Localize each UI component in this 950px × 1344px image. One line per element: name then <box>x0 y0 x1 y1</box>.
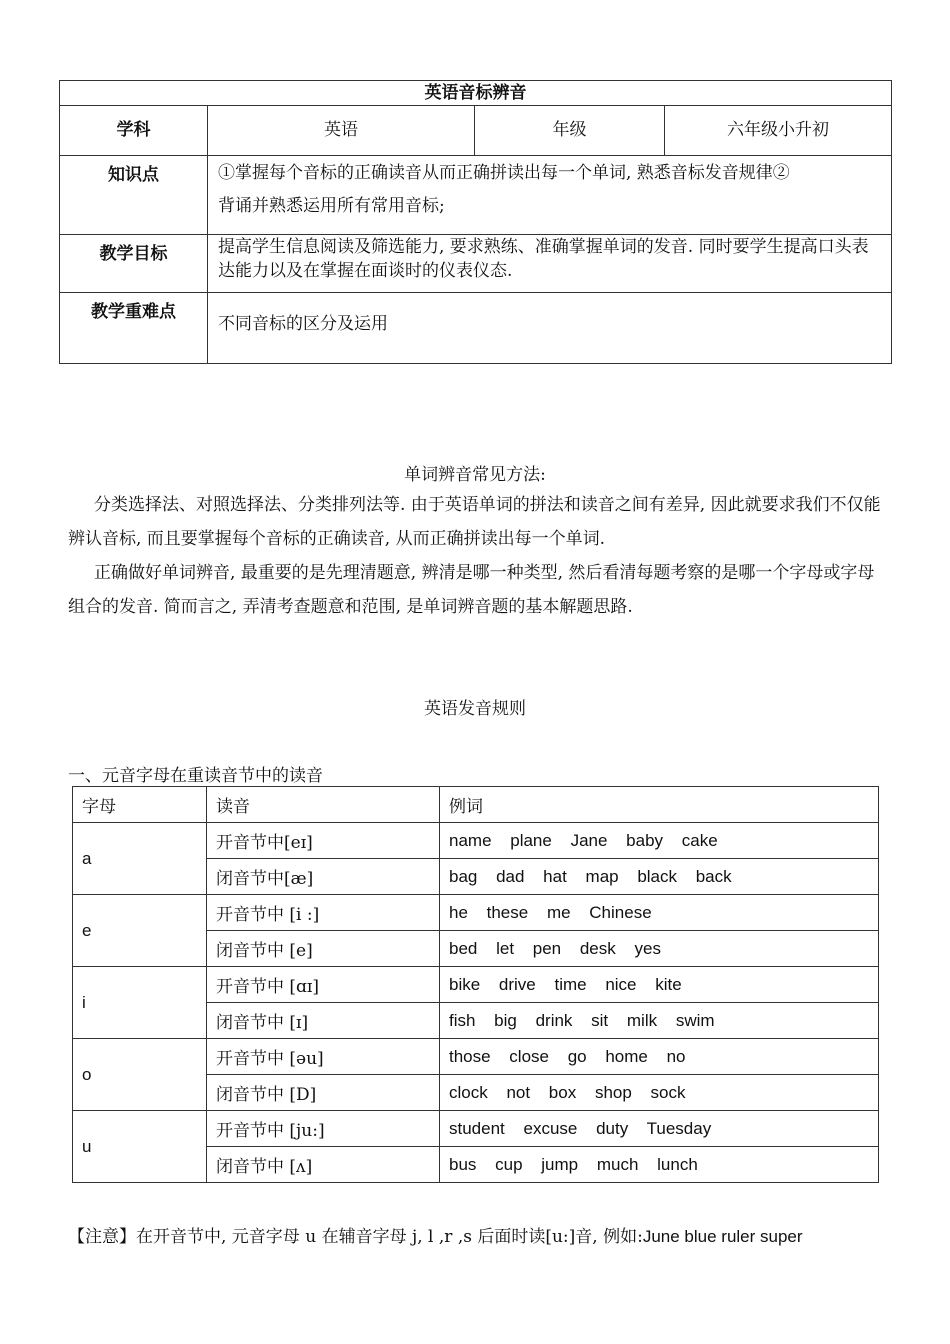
note-text: 在开音节中, 元音字母 u 在辅音字母 j, l ,r ,s 后面时读[u:]音, 例如: <box>136 1227 643 1247</box>
closed-examples: bag dad hat map black back <box>440 859 879 895</box>
closed-reading: 闭音节中[æ] <box>207 859 440 895</box>
lesson-info-table <box>59 80 892 364</box>
knowledge-line-2: 背诵并熟悉运用所有常用音标; <box>218 196 445 216</box>
open-examples: those close go home no <box>440 1039 879 1075</box>
closed-reading: 闭音节中 [ʌ] <box>207 1147 440 1183</box>
knowledge-label: 知识点 <box>60 156 208 235</box>
vowel-reading-table <box>72 786 879 1183</box>
closed-examples: bus cup jump much lunch <box>440 1147 879 1183</box>
difficulty-text: 不同音标的区分及运用 <box>208 293 892 364</box>
open-reading: 开音节中 [i :] <box>207 895 440 931</box>
grade-label: 年级 <box>475 106 665 156</box>
methods-title: 单词辨音常见方法: <box>404 465 546 485</box>
closed-examples: clock not box shop sock <box>440 1075 879 1111</box>
goal-label: 教学目标 <box>60 235 208 293</box>
note-bracket: 【注意】 <box>68 1227 136 1247</box>
document-title: 英语音标辨音 <box>60 81 892 106</box>
header-examples: 例词 <box>440 787 879 823</box>
rules-title: 英语发音规则 <box>424 699 526 719</box>
table-row <box>73 967 879 1003</box>
vowel-letter: a <box>73 823 207 895</box>
knowledge-line-1: ①掌握每个音标的正确读音从而正确拼读出每一个单词, 熟悉音标发音规律② <box>218 163 790 183</box>
vowel-letter: u <box>73 1111 207 1183</box>
table-row <box>73 823 879 859</box>
subject-label: 学科 <box>60 106 208 156</box>
open-examples: student excuse duty Tuesday <box>440 1111 879 1147</box>
grade-value: 六年级小升初 <box>665 106 892 156</box>
difficulty-label: 教学重难点 <box>60 293 208 364</box>
header-reading: 读音 <box>207 787 440 823</box>
goal-text: 提高学生信息阅读及筛选能力, 要求熟练、准确掌握单词的发音. 同时要学生提高口头表达能力以及在掌握在面谈时的仪表仪态. <box>208 235 892 293</box>
closed-examples: bed let pen desk yes <box>440 931 879 967</box>
methods-paragraph-1: 分类选择法、对照选择法、分类排列法等. 由于英语单词的拼法和读音之间有差异, 因此就要求我们不仅能辨认音标, 而且要掌握每个音标的正确读音, 从而正确拼读出每一个单词. <box>68 495 881 549</box>
vowel-letter: e <box>73 895 207 967</box>
note-examples: June blue ruler super <box>642 1227 803 1246</box>
subject-value: 英语 <box>208 106 475 156</box>
open-reading: 开音节中[eɪ] <box>207 823 440 859</box>
open-examples: name plane Jane baby cake <box>440 823 879 859</box>
table-row <box>73 895 879 931</box>
section-1-heading: 一、元音字母在重读音节中的读音 <box>68 766 323 786</box>
open-reading: 开音节中 [əu] <box>207 1039 440 1075</box>
open-examples: bike drive time nice kite <box>440 967 879 1003</box>
note-line <box>68 1222 928 1247</box>
knowledge-text <box>208 156 892 235</box>
table-row <box>73 1111 879 1147</box>
closed-reading: 闭音节中 [D] <box>207 1075 440 1111</box>
open-examples: he these me Chinese <box>440 895 879 931</box>
header-letter: 字母 <box>73 787 207 823</box>
closed-reading: 闭音节中 [ɪ] <box>207 1003 440 1039</box>
vowel-letter: o <box>73 1039 207 1111</box>
table-row <box>73 1039 879 1075</box>
open-reading: 开音节中 [ju:] <box>207 1111 440 1147</box>
closed-reading: 闭音节中 [e] <box>207 931 440 967</box>
vowel-letter: i <box>73 967 207 1039</box>
open-reading: 开音节中 [ɑɪ] <box>207 967 440 1003</box>
methods-paragraph-2: 正确做好单词辨音, 最重要的是先理清题意, 辨清是哪一种类型, 然后看清每题考察的是哪一个字母或字母组合的发音. 简而言之, 弄清考查题意和范围, 是单词辨音题的基本解题思路. <box>68 563 875 617</box>
closed-examples: fish big drink sit milk swim <box>440 1003 879 1039</box>
